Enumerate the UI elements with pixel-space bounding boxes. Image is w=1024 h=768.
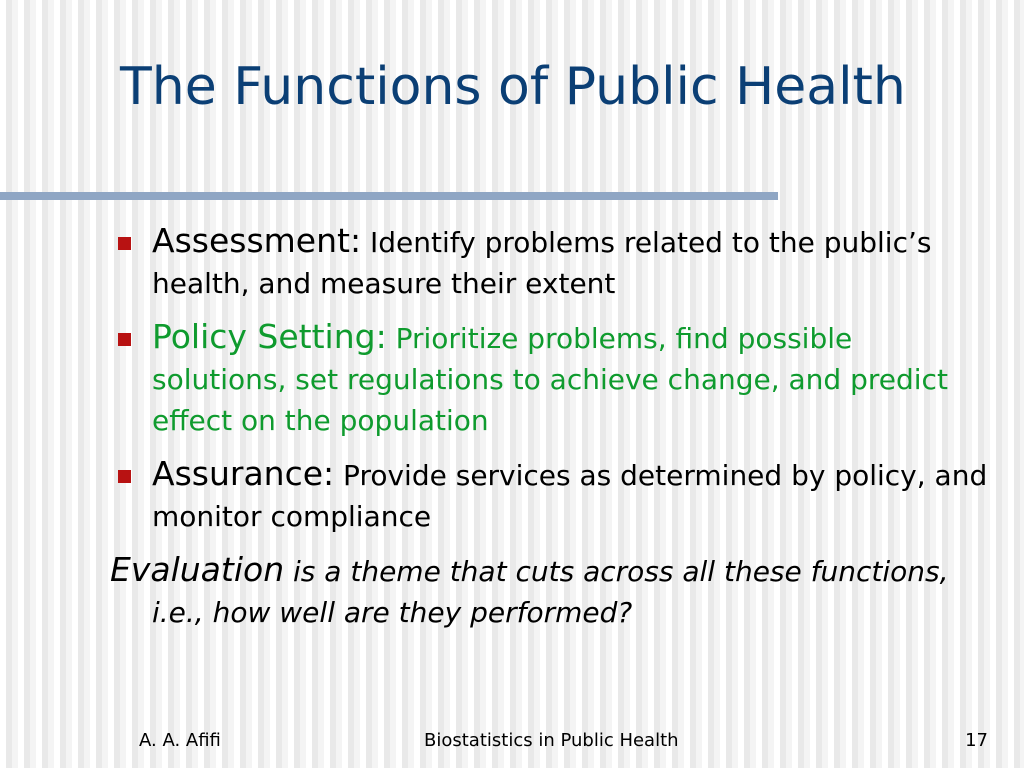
bullet-assurance: [110, 453, 990, 537]
footer-page-number: 17: [965, 730, 988, 751]
bullet-text: Identify problems related to the public’s health, and measure their extent: [152, 226, 932, 300]
footer-author: A. A. Afifi: [139, 730, 221, 751]
evaluation-text: is a theme that cuts across all these functions, i.e., how well are they performed?: [152, 555, 949, 629]
slide-title: The Functions of Public Health: [120, 57, 906, 117]
evaluation-term: Evaluation: [110, 550, 285, 589]
evaluation-note: [110, 549, 990, 633]
bullet-term: Assurance:: [152, 454, 335, 493]
bullet-term: Policy Setting:: [152, 317, 387, 356]
slide-footer: [0, 726, 1024, 756]
square-bullet-icon: [118, 470, 131, 483]
bullet-list: [110, 220, 990, 537]
square-bullet-icon: [118, 333, 131, 346]
slide-content: [110, 220, 990, 633]
square-bullet-icon: [118, 237, 131, 250]
bullet-term: Assessment:: [152, 221, 362, 260]
bullet-text: Prioritize problems, find possible solutions, set regulations to achieve change, and predict effect on the population: [152, 322, 948, 437]
bullet-policy-setting: [110, 316, 990, 441]
footer-course-title: Biostatistics in Public Health: [424, 730, 679, 751]
bullet-assessment: [110, 220, 990, 304]
bullet-text: Provide services as determined by policy, and monitor compliance: [152, 459, 988, 533]
title-divider: [0, 192, 778, 200]
